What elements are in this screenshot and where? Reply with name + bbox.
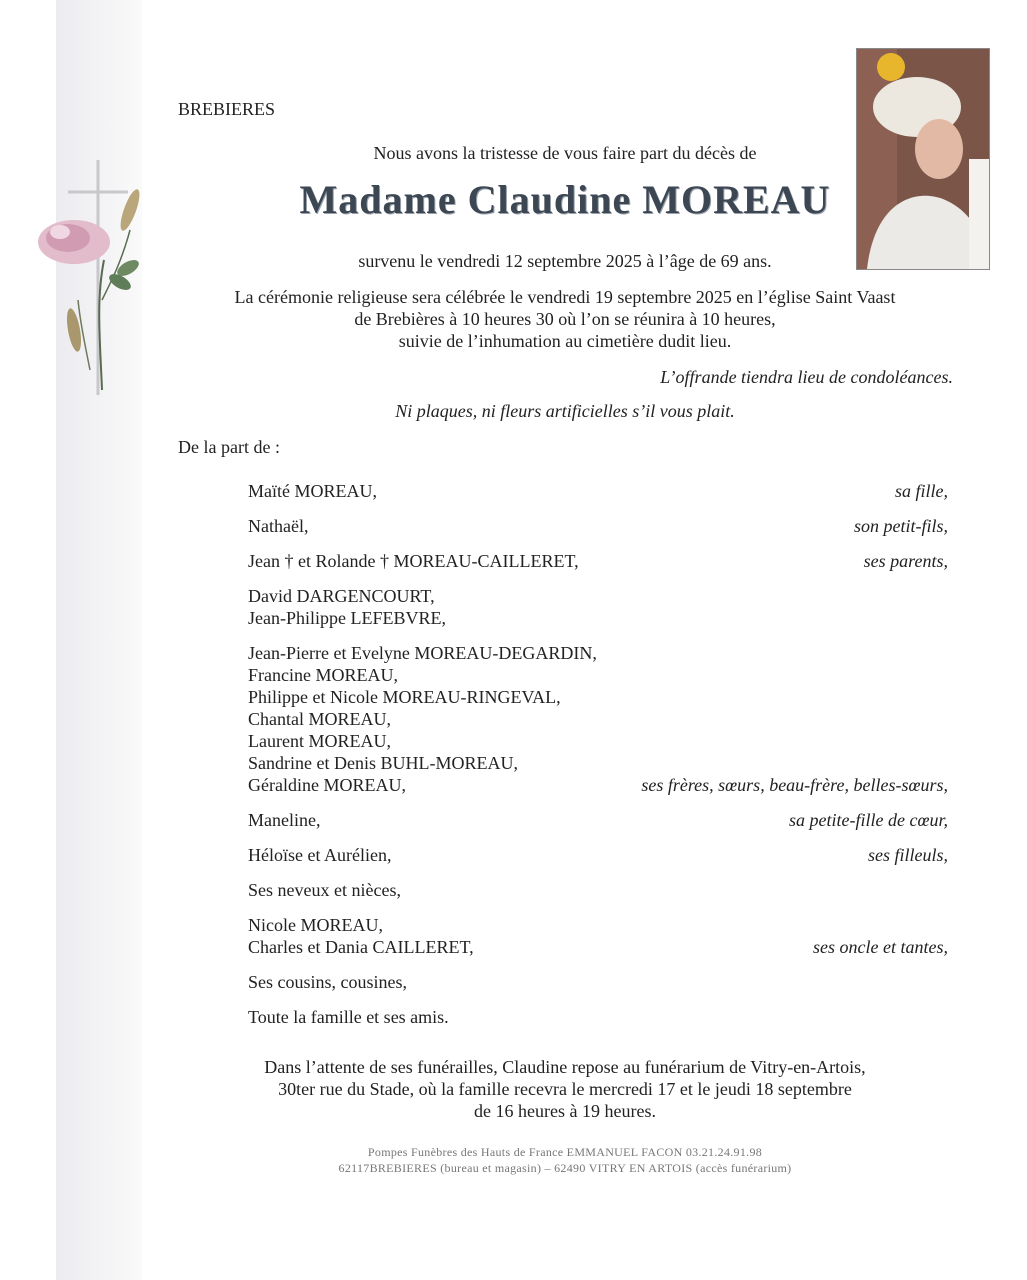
family-relation: ses parents, bbox=[863, 551, 948, 571]
death-text: survenu le vendredi 12 septembre 2025 à l’âge de 69 ans. bbox=[358, 251, 772, 271]
family-entry bbox=[248, 480, 948, 502]
family-name: Ses cousins, cousines, bbox=[248, 972, 407, 992]
family-entry bbox=[248, 515, 948, 537]
family-entry bbox=[248, 585, 948, 629]
family-entry bbox=[248, 844, 948, 866]
family-name: Nicole MOREAU, bbox=[248, 915, 383, 935]
family-relation: sa petite-fille de cœur, bbox=[789, 810, 948, 830]
from-label: De la part de : bbox=[178, 437, 280, 457]
family-name: Jean † et Rolande † MOREAU-CAILLERET, bbox=[248, 551, 579, 571]
family-relation: ses filleuls, bbox=[868, 845, 948, 865]
funeral-home-line-1: Pompes Funèbres des Hauts de France EMMANUEL FACON 03.21.24.91.98 bbox=[367, 1145, 763, 1159]
town-name: BREBIERES bbox=[178, 99, 276, 119]
family-entry bbox=[248, 914, 948, 958]
ceremony-line-2: de Brebières à 10 heures 30 où l’on se réunira à 10 heures, bbox=[354, 309, 776, 329]
visitation-line-3: de 16 heures à 19 heures. bbox=[474, 1101, 656, 1121]
family-name: Maneline, bbox=[248, 810, 321, 830]
deceased-name: Madame Claudine MOREAU bbox=[299, 177, 831, 222]
family-entry bbox=[248, 971, 948, 993]
family-entry bbox=[248, 809, 948, 831]
family-entry bbox=[248, 550, 948, 572]
family-name: Jean-Philippe LEFEBVRE, bbox=[248, 608, 446, 628]
family-name: Nathaël, bbox=[248, 516, 309, 536]
visitation-line-2: 30ter rue du Stade, où la famille recevra le mercredi 17 et le jeudi 18 septembre bbox=[278, 1079, 852, 1099]
family-name: Laurent MOREAU, bbox=[248, 731, 391, 751]
family-name: David DARGENCOURT, bbox=[248, 586, 435, 606]
no-flowers-note: Ni plaques, ni fleurs artificielles s’il vous plait. bbox=[395, 401, 735, 421]
family-entry bbox=[248, 879, 948, 901]
family-relation: ses oncle et tantes, bbox=[813, 937, 948, 957]
family-entry bbox=[248, 1006, 948, 1028]
offering-note: L’offrande tiendra lieu de condoléances. bbox=[660, 367, 953, 387]
family-name: Jean-Pierre et Evelyne MOREAU-DEGARDIN, bbox=[248, 643, 597, 663]
family-relation: ses frères, sœurs, beau-frère, belles-sœurs, bbox=[641, 775, 948, 795]
family-name: Sandrine et Denis BUHL-MOREAU, bbox=[248, 753, 518, 773]
intro-text: Nous avons la tristesse de vous faire part du décès de bbox=[373, 143, 757, 163]
family-name: Philippe et Nicole MOREAU-RINGEVAL, bbox=[248, 687, 561, 707]
family-name: Maïté MOREAU, bbox=[248, 481, 377, 501]
family-relation: son petit-fils, bbox=[854, 516, 948, 536]
family-entry bbox=[248, 642, 948, 796]
ceremony-line-3: suivie de l’inhumation au cimetière dudit lieu. bbox=[398, 331, 732, 351]
family-name: Héloïse et Aurélien, bbox=[248, 845, 392, 865]
ceremony-line-1: La cérémonie religieuse sera célébrée le vendredi 19 septembre 2025 en l’église Saint Vaast bbox=[234, 287, 896, 307]
funeral-home-line-2: 62117BREBIERES (bureau et magasin) – 62490 VITRY EN ARTOIS (accès funérarium) bbox=[338, 1161, 792, 1175]
family-name: Francine MOREAU, bbox=[248, 665, 398, 685]
family-name: Charles et Dania CAILLERET, bbox=[248, 937, 474, 957]
family-name: Toute la famille et ses amis. bbox=[248, 1007, 449, 1027]
family-name: Chantal MOREAU, bbox=[248, 709, 391, 729]
family-name: Ses neveux et nièces, bbox=[248, 880, 401, 900]
visitation-line-1: Dans l’attente de ses funérailles, Claudine repose au funérarium de Vitry-en-Artois, bbox=[264, 1057, 866, 1077]
family-relation: sa fille, bbox=[895, 481, 948, 501]
family-list bbox=[248, 480, 948, 1041]
family-name: Géraldine MOREAU, bbox=[248, 775, 406, 795]
